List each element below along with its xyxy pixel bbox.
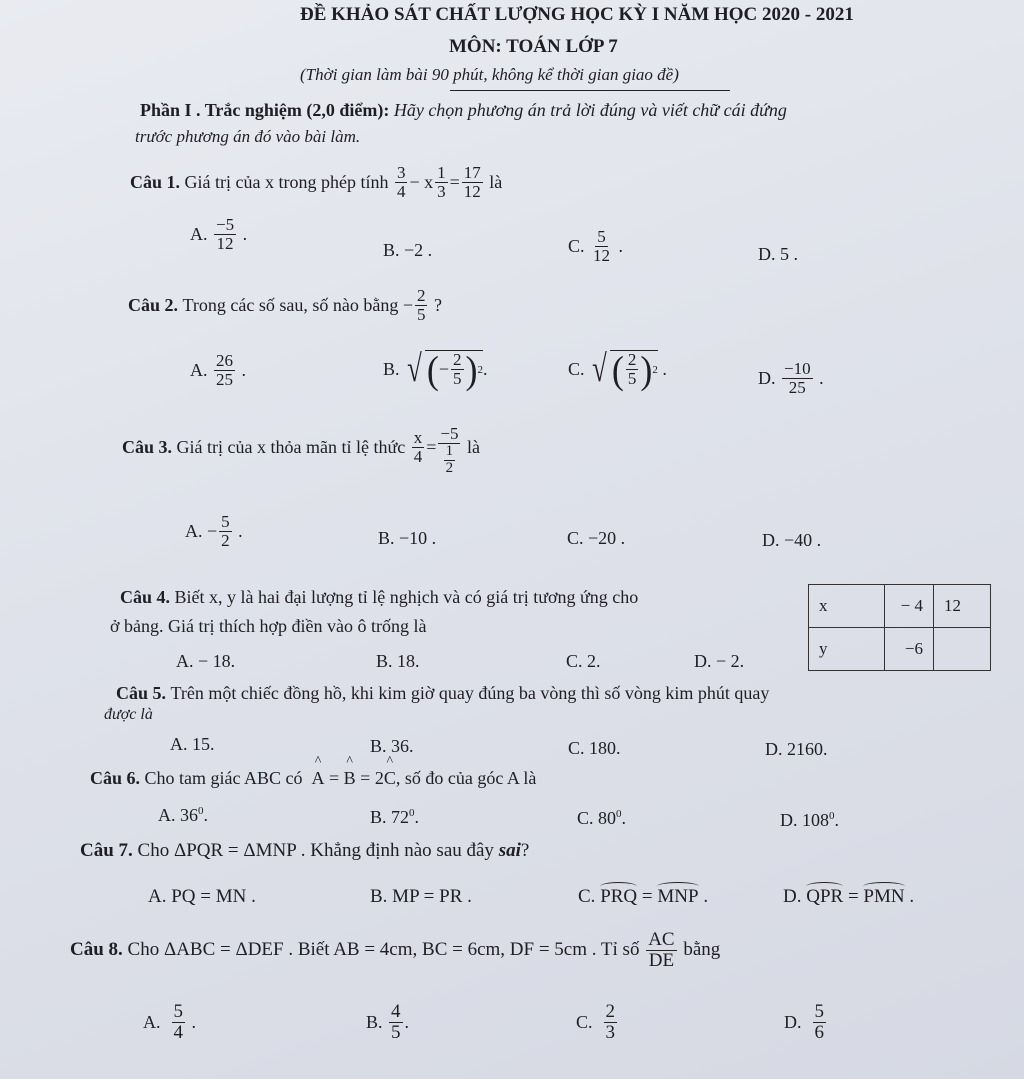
q4-value-table	[808, 584, 991, 671]
q2-text: Trong các số sau, số nào bằng	[182, 294, 399, 315]
table-cell: 12	[934, 585, 991, 628]
q1-fraction-3: $\frac{17}{12}$	[463, 163, 481, 201]
exam-title: ĐỀ KHẢO SÁT CHẤT LƯỢNG HỌC KỲ I NĂM HỌC 2020 - 2021	[300, 4, 854, 25]
q8-option-d: D. $\frac{5}{6}$	[784, 1001, 824, 1043]
empty-table-cell	[934, 628, 991, 671]
table-cell: −6	[885, 628, 934, 671]
q1-option-d: D. 5 .	[758, 244, 798, 264]
q7-label: Câu 7.	[80, 840, 133, 861]
q6-option-d: D. $108^0$.	[780, 810, 839, 830]
q4-option-d: D. − 2.	[694, 651, 745, 671]
q7-option-c: C. PRQ = MNP .	[578, 886, 709, 907]
subject-title: MÔN: TOÁN LỚP 7	[449, 36, 618, 57]
q8-text: Cho ΔABC = ΔDEF . Biết AB = 4cm, BC = 6cm, DF = 5cm . Tỉ số	[127, 939, 640, 961]
angle-A: ^ A	[312, 768, 325, 789]
q7-emphasis: sai	[498, 840, 521, 861]
q8-label: Câu 8.	[70, 939, 123, 961]
q3-option-a: A. − $\frac{5}{2}$ .	[185, 512, 243, 550]
question-4	[120, 587, 638, 608]
q6-option-c: C. $80^0$.	[577, 808, 627, 828]
q1-label: Câu 1.	[130, 171, 181, 192]
q5-text-2: được là	[104, 706, 153, 723]
table-cell: − 4	[885, 585, 934, 628]
part1-instruction-2: trước phương án đó vào bài làm.	[135, 127, 361, 146]
question-6: Câu 6. Cho tam giác ABC có ^ A = ^ B = 2^ C, số đo của góc A là	[90, 768, 536, 789]
q4-option-b: B. 18.	[376, 651, 420, 671]
q2-option-a: A. $\frac{26}{25}$ .	[190, 351, 246, 389]
time-note: (Thời gian làm bài 90 phút, không kể thời gian giao đề)	[300, 65, 679, 84]
question-8: Câu 8. Cho ΔABC = ΔDEF . Biết AB = 4cm, BC = 6cm, DF = 5cm . Tỉ số $\frac{AC}{DE}$ bằng	[70, 929, 721, 971]
angle-B: ^ B	[344, 768, 356, 789]
question-5	[116, 683, 769, 704]
q8-option-a: A. $\frac{5}{4}$ .	[143, 1001, 196, 1043]
q1-fraction-2: $\frac{1}{3}$	[437, 163, 446, 201]
q4-label: Câu 4.	[120, 587, 171, 607]
q7-text: Cho ΔPQR = ΔMNP . Khẳng định nào sau đây	[137, 840, 494, 861]
q7-option-d: D. QPR = PMN .	[783, 886, 915, 907]
q7-option-b: B. MP = PR .	[370, 886, 472, 907]
q6-option-a: A. $36^0$.	[158, 805, 208, 825]
header-underline	[450, 90, 730, 91]
q4-option-c: C. 2.	[566, 651, 601, 671]
q5-option-b: B. 36.	[370, 736, 414, 756]
q7-option-a: A. PQ = MN .	[148, 886, 256, 907]
q1-option-c: C. $\frac{5}{12}$ .	[568, 227, 624, 265]
q5-text: Trên một chiếc đồng hồ, khi kim giờ quay đúng ba vòng thì số vòng kim phút quay	[170, 683, 770, 703]
q6-option-b: B. $72^0$.	[370, 807, 420, 827]
table-cell: x	[809, 585, 885, 628]
q8-option-b: B. $\frac{4}{5}$ .	[366, 1001, 410, 1043]
question-7: Câu 7. Cho ΔPQR = ΔMNP . Khẳng định nào sau đây sai?	[80, 840, 530, 861]
q3-option-c: C. −20 .	[567, 528, 626, 548]
angle-C: ^ C	[384, 768, 396, 789]
q6-text: Cho tam giác ABC có	[144, 768, 303, 788]
q2-option-d: D. $\frac{-10}{25}$ .	[758, 359, 824, 397]
q5-option-c: C. 180.	[568, 738, 621, 758]
table-row	[809, 628, 991, 671]
q5-label: Câu 5.	[116, 683, 167, 703]
q5-option-a: A. 15.	[170, 734, 215, 754]
part1-heading: Phần I . Trắc nghiệm (2,0 điểm):	[140, 100, 390, 120]
q6-label: Câu 6.	[90, 768, 141, 788]
q3-option-b: B. −10 .	[378, 528, 437, 548]
table-cell: y	[809, 628, 885, 671]
q3-label: Câu 3.	[122, 437, 173, 457]
q3-option-d: D. −40 .	[762, 530, 822, 550]
q1-option-b: B. −2 .	[383, 240, 433, 260]
part1-heading-line	[140, 100, 787, 121]
q2-option-c: C. √ ( $\frac{2}{5}$ ) 2 .	[568, 347, 667, 392]
q1-fraction-1: $\frac{3}{4}$	[396, 163, 406, 201]
question-3: Câu 3. Giá trị của x thỏa mãn tỉ lệ thức $\frac{x}{4}$ = $\frac{-5}{\frac{1}{2}}$ là	[122, 424, 480, 476]
question-2: Câu 2. Trong các số sau, số nào bằng − $\frac{2}{5}$ ?	[128, 286, 442, 324]
question-1: Câu 1. Giá trị của x trong phép tính $\frac{3}{4}$ − x $\frac{1}{3}$ = $\frac{17}{12}$ là	[130, 163, 503, 201]
q1-text: Giá trị của x trong phép tính	[184, 171, 389, 192]
q2-option-b: B. √ ( − $\frac{2}{5}$ ) 2 .	[383, 347, 488, 392]
q2-label: Câu 2.	[128, 294, 179, 315]
q4-text-2: ở bảng. Giá trị thích hợp điền vào ô trống là	[110, 616, 427, 636]
q5-option-d: D. 2160.	[765, 739, 828, 759]
q8-option-c: C. $\frac{2}{3}$	[576, 1001, 616, 1043]
q4-text: Biết x, y là hai đại lượng tỉ lệ nghịch và có giá trị tương ứng cho	[174, 587, 639, 607]
part1-instruction: Hãy chọn phương án trả lời đúng và viết chữ cái đứng	[393, 100, 787, 120]
table-row	[809, 585, 991, 628]
q4-option-a: A. − 18.	[176, 651, 236, 671]
q1-option-a: A. $\frac{-5}{12}$ .	[190, 215, 248, 253]
q3-text: Giá trị của x thỏa mãn tỉ lệ thức	[176, 437, 406, 457]
